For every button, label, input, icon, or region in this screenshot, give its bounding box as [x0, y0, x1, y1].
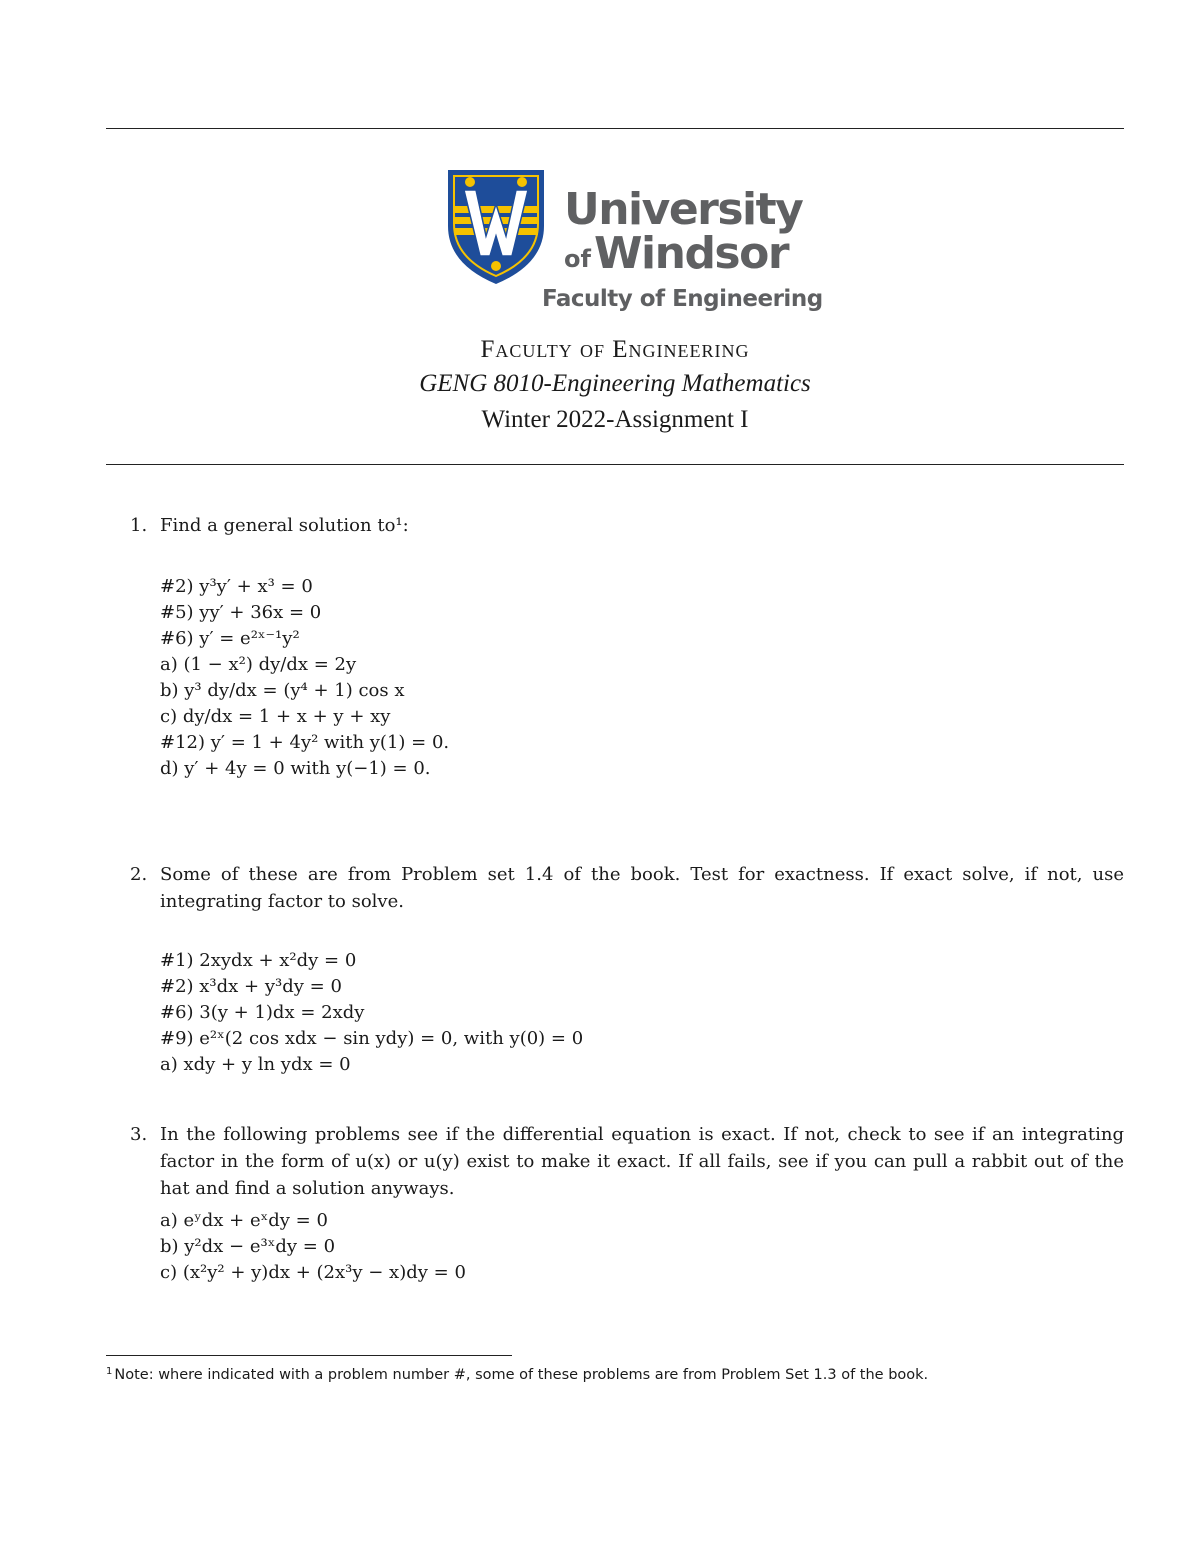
- logo-university: University: [564, 184, 803, 235]
- problem-3: [130, 1121, 1124, 1202]
- equation: b) y²dx − e³ˣdy = 0: [160, 1236, 336, 1257]
- equation: c) (x²y² + y)dx + (2x³y − x)dy = 0: [160, 1262, 466, 1283]
- problem-number: 1.: [130, 515, 148, 536]
- problem-number: 2.: [130, 864, 148, 885]
- equation: #1) 2xydx + x²dy = 0: [160, 950, 357, 971]
- problem-1-equations: [160, 574, 449, 782]
- equation: #6) y′ = e²ˣ⁻¹y²: [160, 628, 300, 649]
- shield-icon: [446, 166, 546, 286]
- footnote-text: Note: where indicated with a problem number #, some of these problems are from Problem Set 1.3 of the book.: [114, 1367, 929, 1383]
- logo-of: of: [564, 245, 591, 273]
- footnote: [106, 1362, 928, 1385]
- equation: a) (1 − x²) dy/dx = 2y: [160, 654, 357, 675]
- equation: #6) 3(y + 1)dx = 2xdy: [160, 1002, 365, 1023]
- top-rule: [106, 128, 1124, 129]
- problem-2-equations: [160, 948, 583, 1078]
- equation: d) y′ + 4y = 0 with y(−1) = 0.: [160, 758, 431, 779]
- footnote-mark: 1: [106, 1366, 113, 1377]
- problem-number: 3.: [130, 1124, 148, 1145]
- equation: #2) x³dx + y³dy = 0: [160, 976, 342, 997]
- equation: #12) y′ = 1 + 4y² with y(1) = 0.: [160, 732, 450, 753]
- problem-text: Find a general solution to¹:: [160, 515, 409, 536]
- equation: #5) yy′ + 36x = 0: [160, 602, 322, 623]
- equation: #2) y³y′ + x³ = 0: [160, 576, 313, 597]
- footnote-rule: [106, 1355, 512, 1356]
- problem-3-equations: [160, 1208, 466, 1286]
- university-logo: [446, 166, 823, 316]
- equation: #9) e²ˣ(2 cos xdx − sin ydy) = 0, with y(0) = 0: [160, 1028, 584, 1049]
- logo-windsor: Windsor: [594, 228, 789, 279]
- course-title: GENG 8010-Engineering Mathematics: [419, 370, 811, 397]
- header-bottom-rule: [106, 464, 1124, 465]
- equation: c) dy/dx = 1 + x + y + xy: [160, 706, 391, 727]
- equation: b) y³ dy/dx = (y⁴ + 1) cos x: [160, 680, 405, 701]
- equation: a) eʸdx + eˣdy = 0: [160, 1210, 328, 1231]
- equation: a) xdy + y ln ydx = 0: [160, 1054, 351, 1075]
- faculty-heading: Faculty of Engineering: [480, 336, 750, 363]
- problem-2: [130, 861, 1124, 915]
- problem-1: [130, 512, 1124, 539]
- logo-faculty: Faculty of Engineering: [542, 286, 823, 312]
- problem-text: Some of these are from Problem set 1.4 of the book. Test for exactness. If exact solve, if not, use integrating factor to solve.: [160, 864, 1124, 912]
- problem-text: In the following problems see if the differential equation is exact. If not, check to see if an integrating factor in the form of u(x) or u(y) exist to make it exact. If all fails, see if you can pull a rabbit out of the hat and find a solution anyways.: [160, 1124, 1124, 1199]
- assignment-title: Winter 2022-Assignment I: [481, 406, 749, 433]
